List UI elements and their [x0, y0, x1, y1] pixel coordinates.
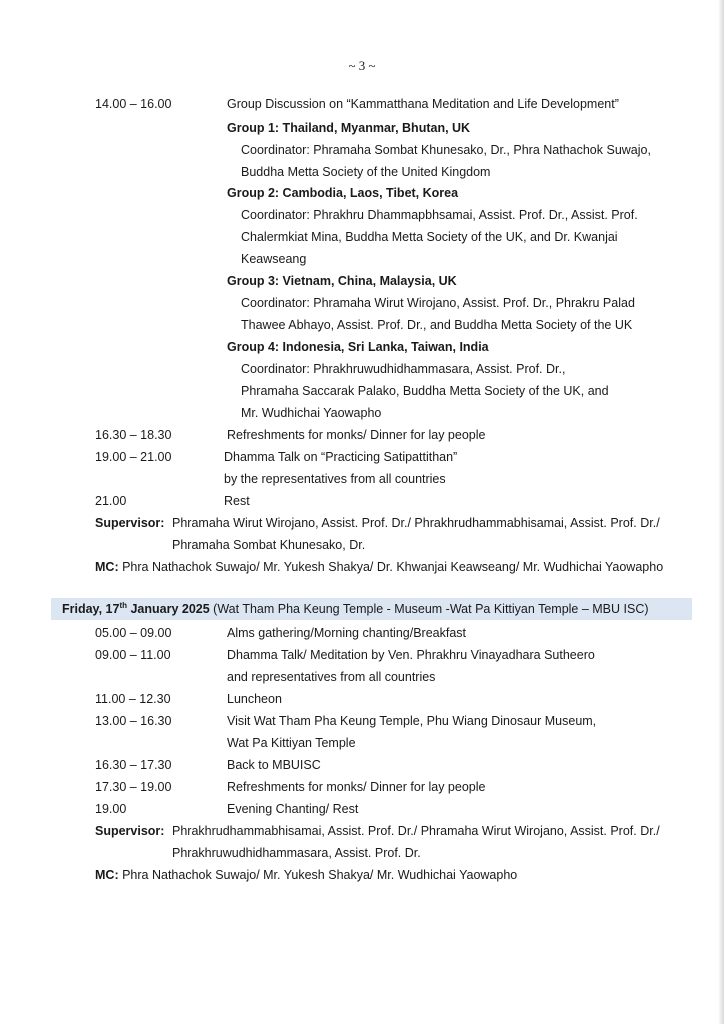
activity-text: Luncheon	[227, 692, 282, 706]
day-date: Friday, 17th January 2025	[62, 600, 210, 616]
group-title: Group 2: Cambodia, Laos, Tibet, Korea	[227, 186, 459, 200]
activity-text: Refreshments for monks/ Dinner for lay people	[227, 428, 486, 442]
mc-line	[95, 867, 517, 883]
activity-text: Wat Pa Kittiyan Temple	[227, 736, 356, 750]
mc-label: MC:	[95, 868, 119, 882]
mc-line	[95, 559, 663, 575]
supervisor-label: Supervisor:	[95, 824, 165, 838]
coordinator-text: Chalermkiat Mina, Buddha Metta Society of the UK, and Dr. Kwanjai	[241, 230, 618, 244]
supervisor-text: Phramaha Sombat Khunesako, Dr.	[172, 538, 366, 552]
activity-text: and representatives from all countries	[227, 670, 436, 684]
time-slot: 17.30 – 19.00	[95, 780, 172, 794]
activity-text: Group Discussion on “Kammatthana Meditation and Life Development”	[227, 97, 619, 111]
day-heading	[62, 601, 649, 617]
activity-text: Back to MBUISC	[227, 758, 321, 772]
time-slot: 16.30 – 18.30	[95, 428, 172, 442]
coordinator-text: Coordinator: Phrakhruwudhidhammasara, Assist. Prof. Dr.,	[241, 362, 566, 376]
group-title: Group 4: Indonesia, Sri Lanka, Taiwan, India	[227, 340, 489, 354]
coordinator-text: Thawee Abhayo, Assist. Prof. Dr., and Buddha Metta Society of the UK	[241, 318, 633, 332]
page-edge-shadow	[718, 0, 724, 1024]
coordinator-text: Keawseang	[241, 252, 307, 266]
time-slot: 21.00	[95, 494, 127, 508]
group-title: Group 3: Vietnam, China, Malaysia, UK	[227, 274, 457, 288]
coordinator-text: Coordinator: Phramaha Wirut Wirojano, Assist. Prof. Dr., Phrakru Palad	[241, 296, 635, 310]
supervisor-text: Phrakhrudhammabhisamai, Assist. Prof. Dr./ Phramaha Wirut Wirojano, Assist. Prof. Dr./	[172, 824, 660, 838]
mc-text: Phra Nathachok Suwajo/ Mr. Yukesh Shakya/ Dr. Khwanjai Keawseang/ Mr. Wudhichai Yaowapho	[122, 560, 664, 574]
time-slot: 19.00 – 21.00	[95, 450, 172, 464]
activity-text: Refreshments for monks/ Dinner for lay people	[227, 780, 486, 794]
coordinator-text: Mr. Wudhichai Yaowapho	[241, 406, 382, 420]
group-title: Group 1: Thailand, Myanmar, Bhutan, UK	[227, 121, 471, 135]
mc-text: Phra Nathachok Suwajo/ Mr. Yukesh Shakya/ Mr. Wudhichai Yaowapho	[122, 868, 518, 882]
supervisor-text: Phrakhruwudhidhammasara, Assist. Prof. Dr.	[172, 846, 421, 860]
time-slot: 14.00 – 16.00	[95, 97, 172, 111]
activity-text: Visit Wat Tham Pha Keung Temple, Phu Wiang Dinosaur Museum,	[227, 714, 597, 728]
activity-text: Rest	[224, 494, 250, 508]
activity-text: by the representatives from all countries	[224, 472, 446, 486]
activity-text: Dhamma Talk on “Practicing Satipattithan”	[224, 450, 458, 464]
day-location: (Wat Tham Pha Keung Temple - Museum -Wat Pa Kittiyan Temple – MBU ISC)	[209, 602, 649, 616]
coordinator-text: Phramaha Saccarak Palako, Buddha Metta Society of the UK, and	[241, 384, 609, 398]
coordinator-text: Coordinator: Phramaha Sombat Khunesako, Dr., Phra Nathachok Suwajo,	[241, 143, 651, 157]
activity-text: Dhamma Talk/ Meditation by Ven. Phrakhru Vinayadhara Sutheero	[227, 648, 595, 662]
coordinator-text: Buddha Metta Society of the United Kingdom	[241, 165, 491, 179]
time-slot: 05.00 – 09.00	[95, 626, 172, 640]
supervisor-label: Supervisor:	[95, 516, 165, 530]
activity-text: Evening Chanting/ Rest	[227, 802, 359, 816]
time-slot: 09.00 – 11.00	[95, 648, 171, 662]
coordinator-text: Coordinator: Phrakhru Dhammapbhsamai, Assist. Prof. Dr., Assist. Prof.	[241, 208, 638, 222]
page-number: ~ 3 ~	[348, 58, 376, 73]
activity-text: Alms gathering/Morning chanting/Breakfast	[227, 626, 467, 640]
supervisor-text: Phramaha Wirut Wirojano, Assist. Prof. Dr./ Phrakhrudhammabhisamai, Assist. Prof. Dr./	[172, 516, 660, 530]
mc-label: MC:	[95, 560, 119, 574]
time-slot: 11.00 – 12.30	[95, 692, 171, 706]
time-slot: 13.00 – 16.30	[95, 714, 172, 728]
time-slot: 19.00	[95, 802, 127, 816]
time-slot: 16.30 – 17.30	[95, 758, 172, 772]
